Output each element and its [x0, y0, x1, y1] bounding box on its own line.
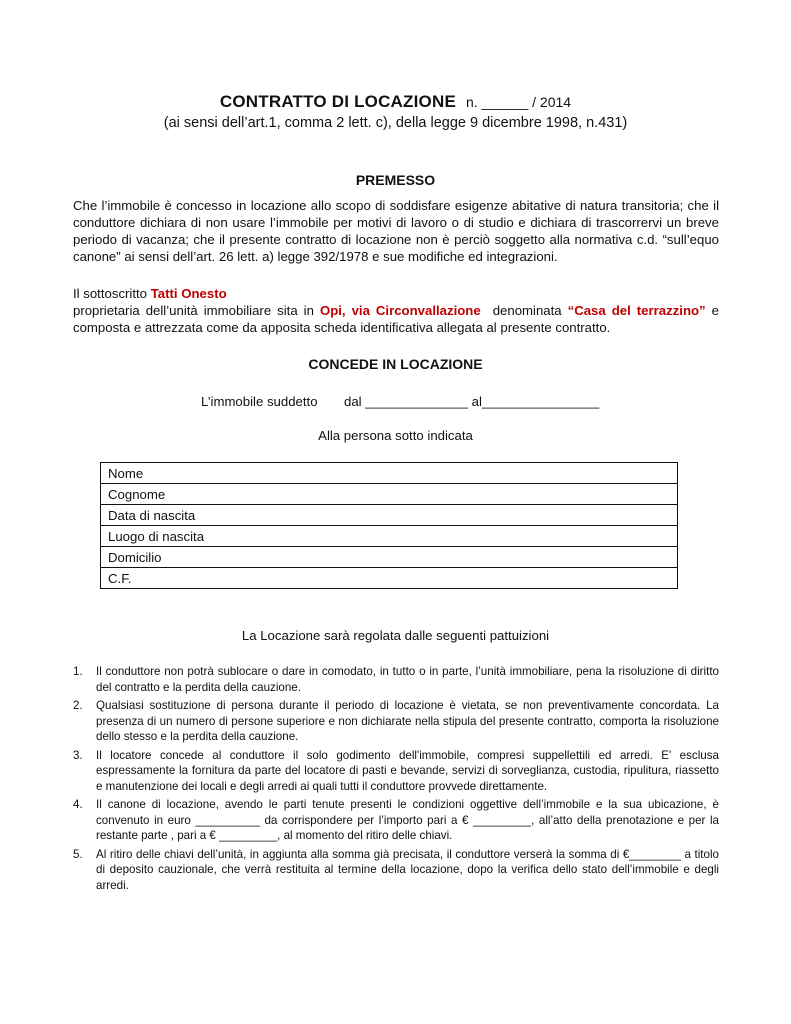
- owner-text-1: proprietaria dell’unità immobiliare sita in: [73, 303, 314, 318]
- field-nome[interactable]: Nome: [101, 463, 678, 484]
- title-line: [0, 92, 791, 112]
- clause-number: 2.: [73, 699, 83, 712]
- field-cognome[interactable]: Cognome: [101, 484, 678, 505]
- field-cf[interactable]: C.F.: [101, 568, 678, 589]
- clause-number: 3.: [73, 748, 83, 762]
- owner-prefix: Il sottoscritto: [73, 286, 148, 301]
- property-location: Opi, via Circonvallazione: [319, 303, 481, 318]
- clause-item: [73, 748, 719, 795]
- tenant-data-table: [100, 462, 678, 589]
- owner-name: Tatti Onesto: [150, 286, 227, 301]
- document-title: CONTRATTO DI LOCAZIONE: [219, 92, 456, 111]
- premesso-heading: PREMESSO: [355, 172, 436, 188]
- period-from: [344, 394, 599, 409]
- clause-number: 1.: [73, 665, 83, 678]
- clause-item: [73, 664, 719, 695]
- table-row: [101, 505, 678, 526]
- clause-number: 5.: [73, 847, 83, 861]
- clause-text: Il canone di locazione, avendo le parti tenute presenti le condizioni oggettive dell’immobile e la sua ubicazione, è convenuto in euro __________ da corrispondere per l’importo pari a € _________, all’atto della prenotazione e per la restante parte , pari a € _________, al momento del ritiro delle chiavi.: [96, 798, 719, 842]
- clause-text: Il locatore concede al conduttore il solo godimento dell'immobile, compresi suppellettili ed arredi. E' esclusa espressamente la fornitura da parte del locatore di pasti e bevande, servizi di sorveglianza, custodia, ripulitura, riassetto e manutenzione dei locali e degli arredi ai quali tutti il conduttore provvede direttamente.: [96, 748, 719, 793]
- contract-number: n. ______ / 2014: [465, 94, 572, 110]
- table-row: [101, 463, 678, 484]
- period-label: L’immobile suddetto: [201, 394, 318, 409]
- clause-item: [73, 698, 719, 745]
- clause-text: Al ritiro delle chiavi dell’unità, in aggiunta alla somma già precisata, il conduttore verserà la somma di €________ a titolo di deposito cauzionale, che verrà restituita al termine della locazione, dopo la verifica dello stato dell’immobile e degli arredi.: [96, 847, 719, 892]
- owner-paragraph: [73, 285, 719, 336]
- from-date-field[interactable]: ______________: [365, 394, 468, 409]
- person-intro: Alla persona sotto indicata: [318, 428, 473, 443]
- to-date-field[interactable]: ________________: [481, 394, 600, 409]
- owner-text-3: e composta e attrezzata come da apposita scheda identificativa allegata al presente contratto.: [73, 303, 719, 335]
- premesso-paragraph: Che l’immobile è concesso in locazione allo scopo di soddisfare esigenze abitative di natura transitoria; che il conduttore dichiara di non usare l’immobile per motivi di lavoro o di studio e dichiara di trascorrervi un breve periodo di vacanza; che il presente contratto di locazione non è perciò soggetto alla normativa c.d. “sull’equo canone” ai sensi dell’art. 26 lett. a) legge 392/1978 e sue modifiche ed integrazioni.: [73, 198, 719, 264]
- clause-item: [73, 797, 719, 844]
- table-row: [101, 568, 678, 589]
- clause-text: Qualsiasi sostituzione di persona durante il periodo di locazione è vietata, se non preventivamente concordata. La presenza di un numero di persone superiore e non dichiarate nella stipula del presente contratto, comporta la risoluzione dello stesso e la perdita della cauzione.: [96, 699, 719, 743]
- clauses-intro: La Locazione sarà regolata dalle seguenti pattuizioni: [241, 628, 550, 643]
- concede-heading: CONCEDE IN LOCAZIONE: [308, 356, 483, 372]
- clause-item: [73, 847, 719, 894]
- field-data-nascita[interactable]: Data di nascita: [101, 505, 678, 526]
- from-label: dal: [344, 394, 362, 409]
- table-row: [101, 547, 678, 568]
- table-row: [101, 526, 678, 547]
- field-domicilio[interactable]: Domicilio: [101, 547, 678, 568]
- document-subtitle: (ai sensi dell’art.1, comma 2 lett. c), della legge 9 dicembre 1998, n.431): [163, 115, 628, 131]
- clauses-list: [73, 664, 719, 896]
- clause-number: 4.: [73, 798, 83, 811]
- table-row: [101, 484, 678, 505]
- to-label: al: [471, 394, 482, 409]
- property-name: “Casa del terrazzino”: [567, 303, 706, 318]
- owner-text-2: denominata: [492, 303, 562, 318]
- clause-text: Il conduttore non potrà sublocare o dare in comodato, in tutto o in parte, l’unità immobiliare, pena la risoluzione di diritto del contratto e la perdita della cauzione.: [96, 665, 719, 694]
- field-luogo-nascita[interactable]: Luogo di nascita: [101, 526, 678, 547]
